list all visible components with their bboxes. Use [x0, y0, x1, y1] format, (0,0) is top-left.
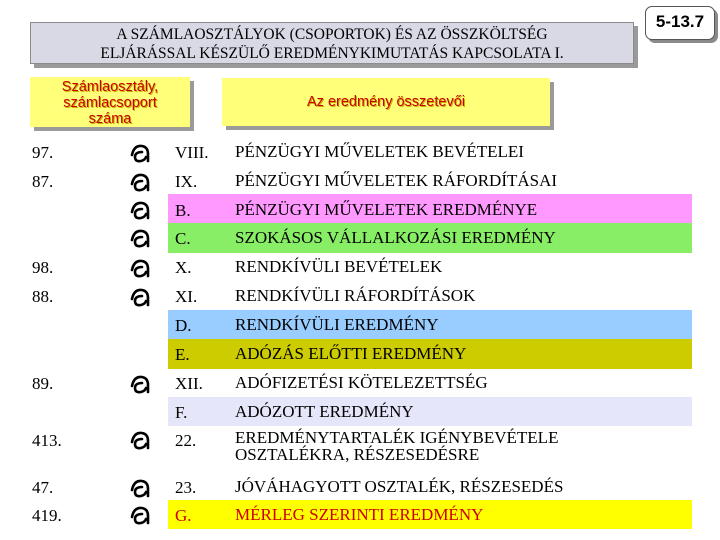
item-marker: VIII. [175, 143, 209, 162]
account-code: 88. [32, 287, 54, 306]
item-label-line-2: OSZTALÉKRA, RÉSZESEDÉSRE [235, 445, 480, 464]
account-code: 413. [32, 431, 62, 450]
table-row [0, 143, 720, 169]
item-label [235, 429, 558, 463]
curved-arrow-icon [130, 200, 152, 222]
item-marker: D. [175, 316, 192, 335]
item-marker: 23. [175, 478, 197, 497]
curved-arrow-icon [130, 172, 152, 194]
item-marker: B. [175, 201, 191, 220]
table-row [0, 223, 720, 253]
page-number: 5-13.7 [645, 6, 715, 40]
table-row [0, 194, 720, 223]
table-row [0, 258, 720, 284]
table-row [0, 500, 720, 529]
account-code: 87. [32, 172, 54, 191]
curved-arrow-icon [130, 374, 152, 396]
item-marker: C. [175, 229, 191, 248]
table-row [0, 397, 720, 426]
item-label: RENDKÍVÜLI BEVÉTELEK [235, 257, 443, 276]
header-account-class [30, 77, 190, 127]
item-marker: IX. [175, 172, 198, 191]
slide-title [30, 22, 634, 64]
item-label: PÉNZÜGYI MŰVELETEK EREDMÉNYE [235, 200, 538, 219]
account-code: 89. [32, 374, 54, 393]
curved-arrow-icon [130, 478, 152, 500]
header-left-line-2: számlacsoport [63, 95, 157, 111]
account-code: 98. [32, 258, 54, 277]
title-line-1: A SZÁMLAOSZTÁLYOK (CSOPORTOK) ÉS AZ ÖSSZKÖLTSÉG [116, 26, 548, 43]
title-line-2: ELJÁRÁSSAL KÉSZÜLŐ EREDMÉNYKIMUTATÁS KAPCSOLATA I. [100, 45, 564, 62]
curved-arrow-icon [130, 258, 152, 280]
item-label-line-1: EREDMÉNYTARTALÉK IGÉNYBEVÉTELE [235, 428, 559, 447]
item-marker: 22. [175, 431, 197, 450]
item-label: MÉRLEG SZERINTI EREDMÉNY [235, 505, 484, 524]
item-marker: F. [175, 403, 188, 422]
curved-arrow-icon [130, 287, 152, 309]
item-label: PÉNZÜGYI MŰVELETEK RÁFORDÍTÁSAI [235, 171, 558, 190]
item-label: ADÓZOTT EREDMÉNY [235, 402, 414, 421]
item-marker: X. [175, 258, 192, 277]
item-marker: XII. [175, 374, 203, 393]
account-code: 97. [32, 143, 54, 162]
account-code: 47. [32, 478, 54, 497]
item-marker: G. [175, 506, 192, 525]
item-label: RENDKÍVÜLI EREDMÉNY [235, 315, 439, 334]
item-label: RENDKÍVÜLI RÁFORDÍTÁSOK [235, 286, 476, 305]
curved-arrow-icon [130, 430, 152, 452]
header-result-components: Az eredmény összetevői [222, 78, 550, 126]
item-label: ADÓFIZETÉSI KÖTELEZETTSÉG [235, 373, 488, 392]
item-marker: E. [175, 345, 190, 364]
header-left-line-3: száma [88, 111, 132, 127]
curved-arrow-icon [130, 228, 152, 250]
header-left-line-1: Számlaosztály, [61, 79, 159, 95]
item-marker: XI. [175, 287, 198, 306]
curved-arrow-icon [130, 505, 152, 527]
account-code: 419. [32, 506, 62, 525]
item-label: SZOKÁSOS VÁLLALKOZÁSI EREDMÉNY [235, 228, 556, 247]
table-row [0, 310, 720, 339]
item-label: JÓVÁHAGYOTT OSZTALÉK, RÉSZESEDÉS [235, 477, 564, 496]
table-row [0, 339, 720, 369]
curved-arrow-icon [130, 143, 152, 165]
item-label: PÉNZÜGYI MŰVELETEK BEVÉTELEI [235, 142, 524, 161]
item-label: ADÓZÁS ELŐTTI EREDMÉNY [235, 344, 467, 363]
table-row [0, 430, 720, 470]
